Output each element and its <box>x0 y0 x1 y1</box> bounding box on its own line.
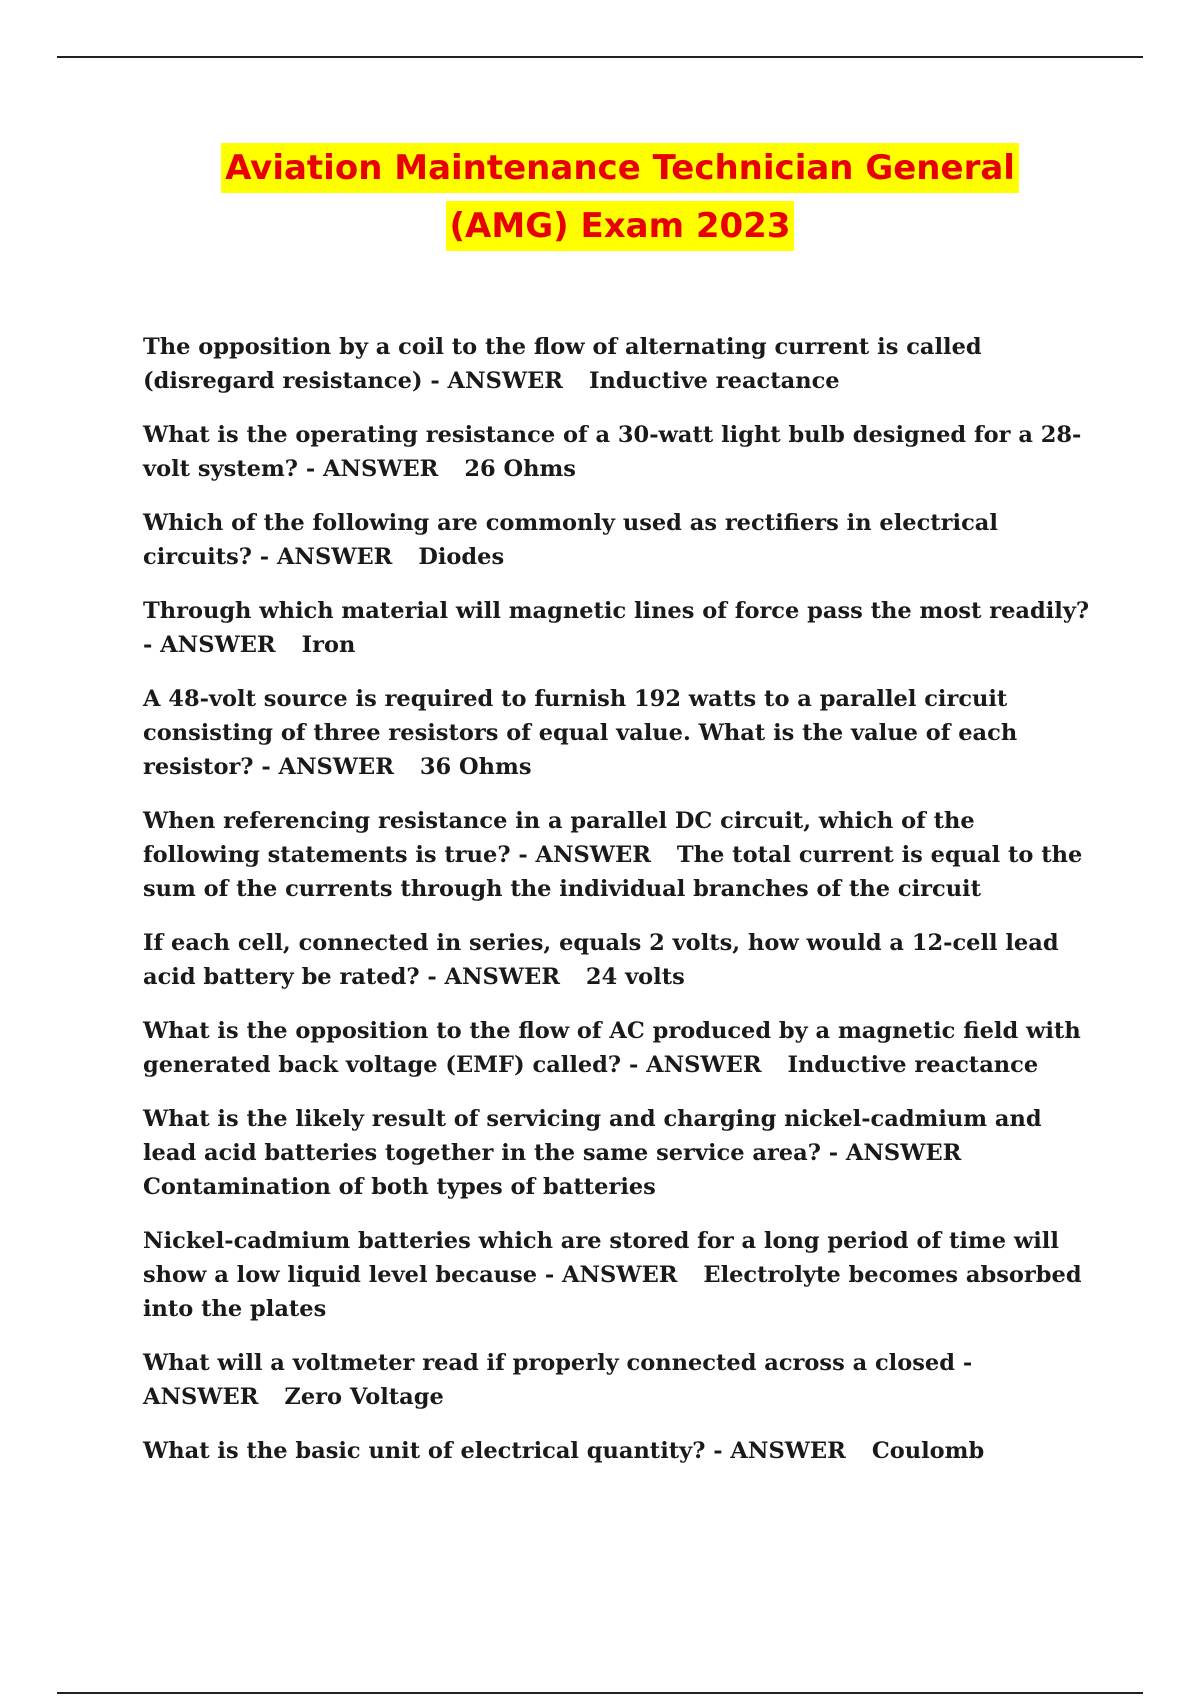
answer-text: 24 volts <box>585 964 685 990</box>
question-text: Which of the following are commonly used as rectifiers in electrical circuits? <box>143 510 998 570</box>
answer-marker: - ANSWER <box>518 842 651 868</box>
question-text: The opposition by a coil to the flow of alternating current is called (disregard resistance) <box>143 334 982 394</box>
answer-text: Diodes <box>418 544 505 570</box>
qa-item <box>143 1346 1093 1414</box>
question-text: If each cell, connected in series, equals 2 volts, how would a 12-cell lead acid battery be rated? <box>143 930 1059 990</box>
qa-item <box>143 1102 1093 1204</box>
answer-text: The total current is equal to the sum of the currents through the individual branches of the circuit <box>143 842 1083 902</box>
answer-marker: - ANSWER <box>544 1262 678 1288</box>
answer-marker: - ANSWER <box>305 456 439 482</box>
answer-marker: - ANSWER <box>259 544 393 570</box>
answer-text: 26 Ohms <box>464 456 576 482</box>
answer-marker: - ANSWER <box>427 964 560 990</box>
answer-marker: - ANSWER <box>261 754 394 780</box>
answer-text: Coulomb <box>871 1438 985 1464</box>
question-text: Through which material will magnetic lines of force pass the most readily? <box>143 598 1090 624</box>
qa-list <box>143 330 1093 1488</box>
title-line-1: Aviation Maintenance Technician General <box>221 143 1019 193</box>
document-title <box>0 143 1200 259</box>
answer-text: Iron <box>301 632 356 658</box>
question-text: When referencing resistance in a parallel DC circuit, which of the following statements is true? <box>143 808 975 868</box>
qa-item <box>143 330 1093 398</box>
answer-marker: - ANSWER <box>430 368 563 394</box>
qa-item <box>143 418 1093 486</box>
answer-text: Electrolyte becomes absorbed into the plates <box>143 1262 1082 1322</box>
qa-item <box>143 804 1093 906</box>
answer-text: Inductive reactance <box>588 368 840 394</box>
question-text: Nickel-cadmium batteries which are stored for a long period of time will show a low liquid level because <box>143 1228 1059 1288</box>
question-text: What will a voltmeter read if properly connected across a closed <box>143 1350 955 1376</box>
answer-marker: - ANSWER <box>828 1140 962 1166</box>
answer-marker: - ANSWER <box>628 1052 762 1078</box>
answer-text: Zero Voltage <box>284 1384 444 1410</box>
qa-item <box>143 926 1093 994</box>
title-line-2: (AMG) Exam 2023 <box>446 201 795 251</box>
question-text: What is the likely result of servicing and charging nickel-cadmium and lead acid batteries together in the same service area? <box>143 1106 1042 1166</box>
question-text: What is the basic unit of electrical quantity? <box>143 1438 706 1464</box>
answer-marker: - ANSWER <box>713 1438 846 1464</box>
qa-item <box>143 1014 1093 1082</box>
question-text: What is the operating resistance of a 30-watt light bulb designed for a 28-volt system? <box>143 422 1082 482</box>
answer-text: Inductive reactance <box>787 1052 1039 1078</box>
qa-item <box>143 682 1093 784</box>
qa-item <box>143 506 1093 574</box>
question-text: What is the opposition to the flow of AC produced by a magnetic field with generated back voltage (EMF) called? <box>143 1018 1081 1078</box>
answer-marker: - ANSWER <box>143 632 276 658</box>
answer-text: Contamination of both types of batteries <box>143 1174 656 1200</box>
qa-item <box>143 594 1093 662</box>
answer-text: 36 Ohms <box>419 754 532 780</box>
bottom-divider <box>57 1692 1143 1694</box>
qa-item <box>143 1224 1093 1326</box>
qa-item <box>143 1434 1093 1468</box>
answer-marker: - ANSWER <box>143 1350 973 1410</box>
top-divider <box>57 56 1143 58</box>
question-text: A 48-volt source is required to furnish 192 watts to a parallel circuit consisting of three resistors of equal value. What is the value of each resistor? <box>143 686 1018 780</box>
